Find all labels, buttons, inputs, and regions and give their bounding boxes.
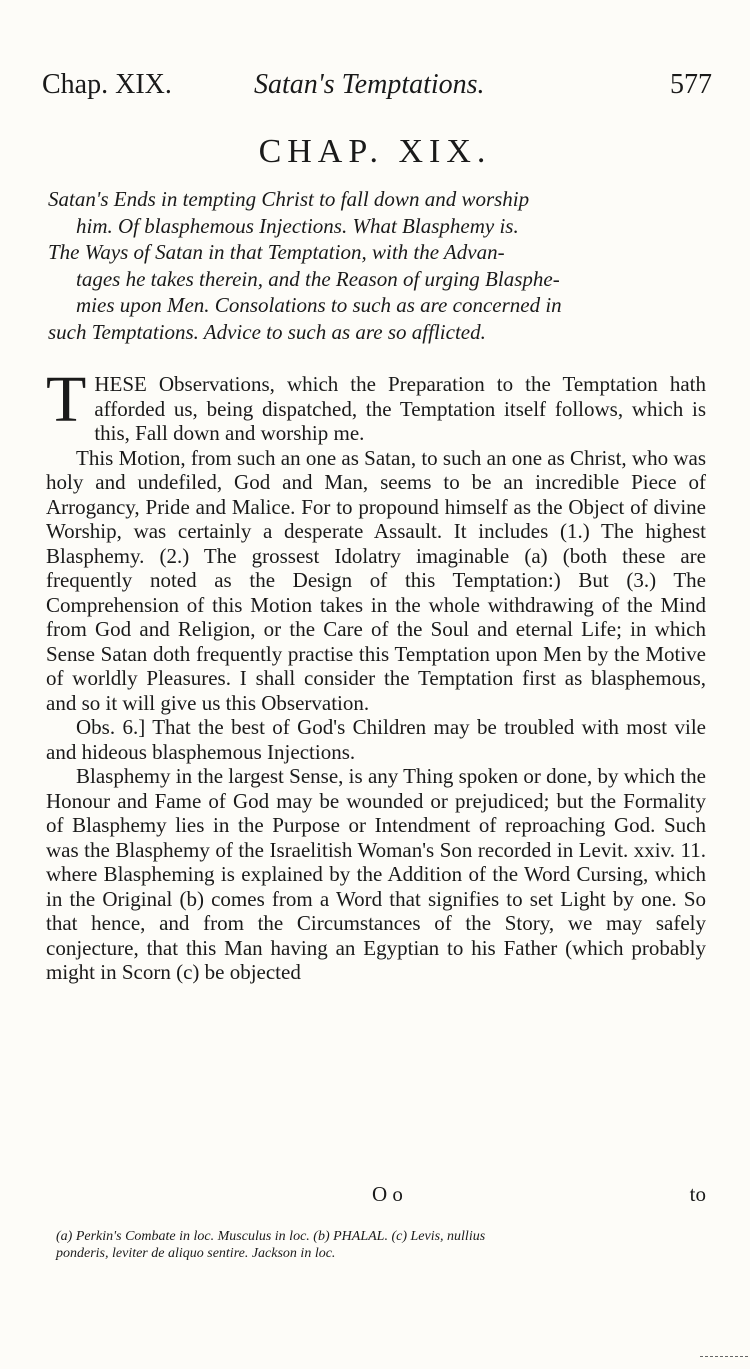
chapter-summary bbox=[48, 186, 708, 345]
summary-line: The Ways of Satan in that Temptation, with the Advan- bbox=[48, 240, 505, 264]
drop-cap: T bbox=[46, 363, 87, 436]
paragraph-1 bbox=[46, 363, 706, 446]
signature-mark: O o bbox=[372, 1182, 403, 1206]
footnote-line: (a) Perkin's Combate in loc. Musculus in loc. (b) PHALAL. (c) Levis, nullius bbox=[56, 1229, 486, 1244]
catchword: to bbox=[689, 1182, 706, 1206]
page-number: 577 bbox=[670, 69, 712, 100]
footnote-line: ponderis, leviter de aliquo sentire. Jackson in loc. bbox=[56, 1246, 336, 1261]
chapter-label: Chap. XIX. bbox=[42, 69, 172, 100]
chapter-title: CHAP. XIX. bbox=[258, 133, 492, 170]
summary-line: tages he takes therein, and the Reason of urging Blasphe- bbox=[76, 266, 560, 291]
summary-line: Satan's Ends in tempting Christ to fall down and worship bbox=[48, 187, 530, 211]
summary-line: mies upon Men. Consolations to such as are concerned in bbox=[76, 293, 562, 317]
footnotes bbox=[56, 1228, 706, 1262]
body-text bbox=[46, 363, 706, 985]
paragraph-1-text: HESE Observations, which the Preparation to the Temptation hath afforded us, being dispatched, the Temptation itself follows, which is this, Fall down and worship me. bbox=[94, 372, 706, 445]
running-title: Satan's Temptations. bbox=[254, 69, 485, 100]
observation-paragraph: Obs. 6.] That the best of God's Children may be troubled with most vile and hideous blasphemous Injections. bbox=[46, 715, 706, 764]
page-edge-rule bbox=[700, 1356, 748, 1357]
summary-line: him. Of blasphemous Injections. What Blasphemy is. bbox=[76, 213, 519, 238]
paragraph-2: This Motion, from such an one as Satan, to such an one as Christ, who was holy and undefiled, God and Man, seems to be an incredible Piece of Arrogancy, Pride and Malice. For to propound himself as the Object of divine Worship, was certainly a desperate Assault. It includes (1.) The highest Blasphemy. (2.) The grossest Idolatry imaginable (a) (both these are frequently noted as the Design of this Temptation:) But (3.) The Comprehension of this Motion takes in the whole withdrawing of the Mind from God and Religion, or the Care of the Soul and eternal Life; in which Sense Satan doth frequently practise this Temptation upon Men by the Motive of worldly Pleasures. I shall consider the Temptation first as blasphemous, and so it will give us this Observation. bbox=[46, 445, 706, 715]
signature-line bbox=[46, 1180, 706, 1208]
summary-line: such Temptations. Advice to such as are so afflicted. bbox=[48, 319, 486, 344]
running-head bbox=[42, 64, 712, 106]
paragraph-4: Blasphemy in the largest Sense, is any Thing spoken or done, by which the Honour and Fame of God may be wounded or prejudiced; but the Formality of Blasphemy lies in the Purpose or Intendment of reproaching God. Such was the Blasphemy of the Israelitish Woman's Son recorded in Levit. xxiv. 11. where Blaspheming is explained by the Addition of the Word Cursing, which in the Original (b) comes from a Word that signifies to set Light by one. So that hence, and from the Circumstances of the Story, we may safely conjecture, that this Man having an Egyptian to his Father (which probably might in Scorn (c) be objected bbox=[46, 764, 706, 984]
